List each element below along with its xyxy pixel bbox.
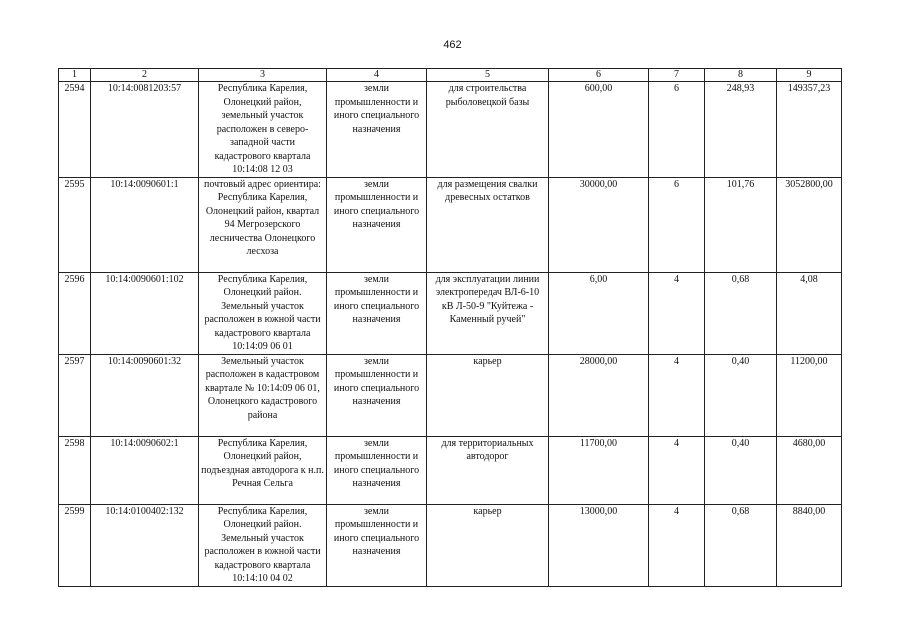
column-header: 1 — [59, 69, 91, 82]
permitted-use-cell: карьер — [427, 504, 549, 586]
location-cell: Республика Карелия, Олонецкий район. Земельный участок расположен в южной части кадастрового квартала 10:14:10 04 02 — [199, 504, 327, 586]
cadastral-number-cell: 10:14:0090601:102 — [91, 272, 199, 354]
cadastral-number-cell: 10:14:0090601:32 — [91, 354, 199, 436]
column-header: 3 — [199, 69, 327, 82]
value-cell: 4680,00 — [777, 436, 842, 504]
value-cell: 149357,23 — [777, 82, 842, 178]
land-category-cell: земли промышленности и иного специального назначения — [327, 504, 427, 586]
row-number-cell: 2598 — [59, 436, 91, 504]
land-category-cell: земли промышленности и иного специального назначения — [327, 354, 427, 436]
area-cell: 600,00 — [549, 82, 649, 178]
land-category-cell: земли промышленности и иного специального назначения — [327, 272, 427, 354]
area-cell: 30000,00 — [549, 177, 649, 272]
permitted-use-cell: для эксплуатации линии электропередач ВЛ-6-10 кВ Л-50-9 "Куйтежа - Каменный ручей" — [427, 272, 549, 354]
location-cell: Республика Карелия, Олонецкий район, земельный участок расположен в северо-западной части кадастрового квартала 10:14:08 12 03 — [199, 82, 327, 178]
table-row — [59, 82, 842, 178]
area-cell: 6,00 — [549, 272, 649, 354]
column-header: 9 — [777, 69, 842, 82]
rate-cell: 0,68 — [705, 272, 777, 354]
column-header: 4 — [327, 69, 427, 82]
permitted-use-cell: для размещения свалки древесных остатков — [427, 177, 549, 272]
land-category-cell: земли промышленности и иного специального назначения — [327, 436, 427, 504]
group-cell: 6 — [649, 177, 705, 272]
group-cell: 4 — [649, 272, 705, 354]
row-number-cell: 2597 — [59, 354, 91, 436]
column-header: 5 — [427, 69, 549, 82]
cadastral-number-cell: 10:14:0081203:57 — [91, 82, 199, 178]
location-cell: Республика Карелия, Олонецкий район. Земельный участок расположен в южной части кадастрового квартала 10:14:09 06 01 — [199, 272, 327, 354]
area-cell: 11700,00 — [549, 436, 649, 504]
group-cell: 4 — [649, 354, 705, 436]
table-row — [59, 354, 842, 436]
location-cell: Земельный участок расположен в кадастровом квартале № 10:14:09 06 01, Олонецкого кадастрового района — [199, 354, 327, 436]
column-number-row — [59, 69, 842, 82]
column-header: 8 — [705, 69, 777, 82]
group-cell: 6 — [649, 82, 705, 178]
table-row — [59, 504, 842, 586]
group-cell: 4 — [649, 504, 705, 586]
rate-cell: 0,68 — [705, 504, 777, 586]
land-category-cell: земли промышленности и иного специального назначения — [327, 177, 427, 272]
column-header: 7 — [649, 69, 705, 82]
rate-cell: 0,40 — [705, 436, 777, 504]
column-header: 2 — [91, 69, 199, 82]
location-cell: почтовый адрес ориентира: Республика Карелия, Олонецкий район, квартал 94 Мегрозерского лесничества Олонецкого лесхоза — [199, 177, 327, 272]
land-category-cell: земли промышленности и иного специального назначения — [327, 82, 427, 178]
area-cell: 28000,00 — [549, 354, 649, 436]
value-cell: 4,08 — [777, 272, 842, 354]
cadastral-number-cell: 10:14:0090601:1 — [91, 177, 199, 272]
row-number-cell: 2596 — [59, 272, 91, 354]
value-cell: 3052800,00 — [777, 177, 842, 272]
column-header: 6 — [549, 69, 649, 82]
rate-cell: 0,40 — [705, 354, 777, 436]
row-number-cell: 2594 — [59, 82, 91, 178]
table-row — [59, 436, 842, 504]
permitted-use-cell: для строительства рыболовецкой базы — [427, 82, 549, 178]
row-number-cell: 2595 — [59, 177, 91, 272]
permitted-use-cell: карьер — [427, 354, 549, 436]
permitted-use-cell: для территориальных автодорог — [427, 436, 549, 504]
page-number: 462 — [443, 39, 462, 51]
value-cell: 11200,00 — [777, 354, 842, 436]
rate-cell: 101,76 — [705, 177, 777, 272]
area-cell: 13000,00 — [549, 504, 649, 586]
location-cell: Республика Карелия, Олонецкий район, подъездная автодорога к н.п. Речная Сельга — [199, 436, 327, 504]
rate-cell: 248,93 — [705, 82, 777, 178]
land-register-table — [58, 68, 842, 587]
table-row — [59, 272, 842, 354]
cadastral-number-cell: 10:14:0090602:1 — [91, 436, 199, 504]
row-number-cell: 2599 — [59, 504, 91, 586]
group-cell: 4 — [649, 436, 705, 504]
value-cell: 8840,00 — [777, 504, 842, 586]
table-row — [59, 177, 842, 272]
cadastral-number-cell: 10:14:0100402:132 — [91, 504, 199, 586]
